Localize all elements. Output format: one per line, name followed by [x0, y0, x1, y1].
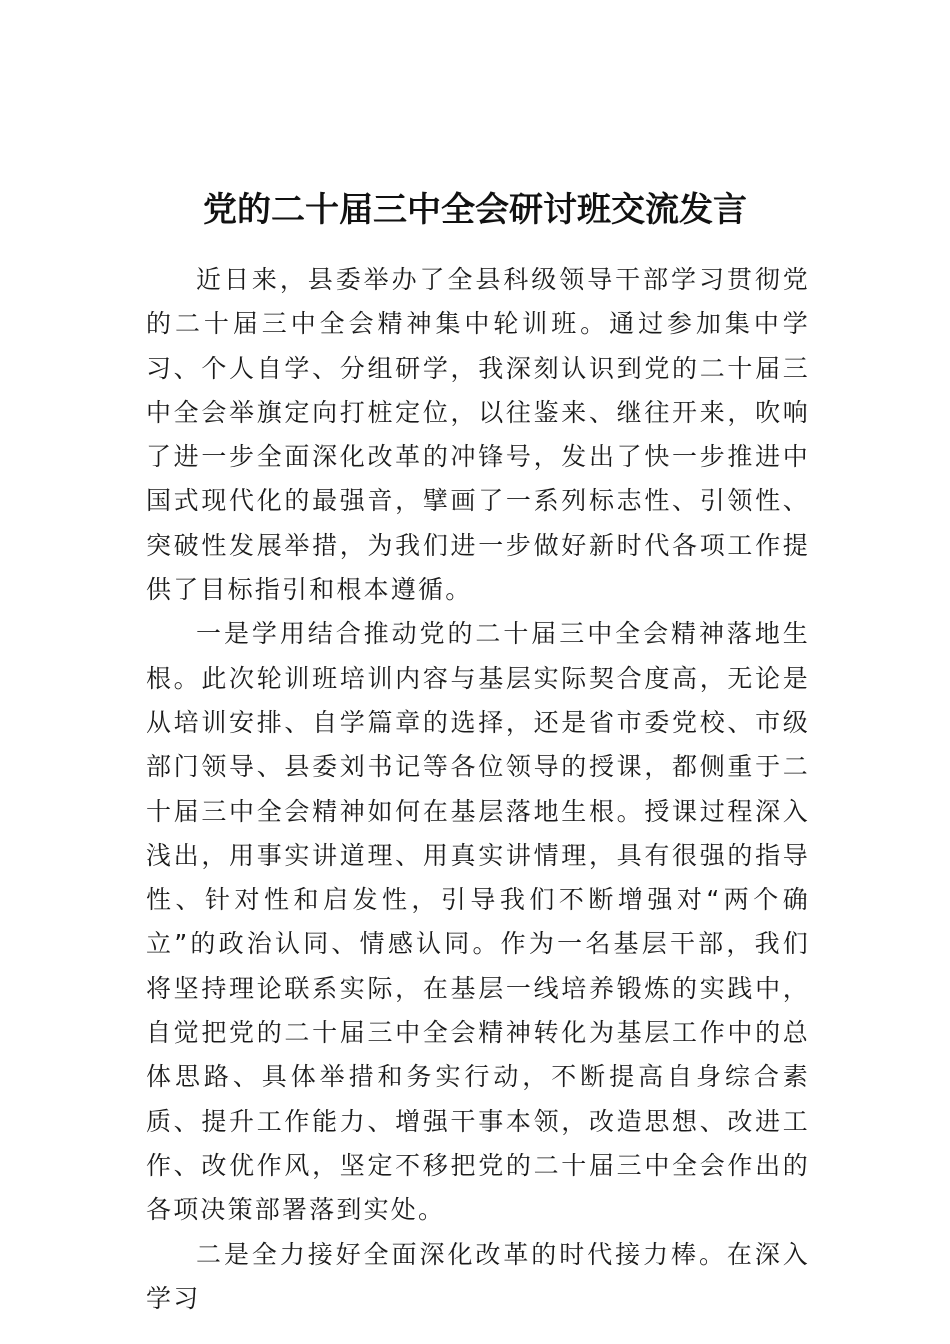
document-body: [146, 258, 810, 1321]
paragraph-intro: 近日来，县委举办了全县科级领导干部学习贯彻党的二十届三中全会精神集中轮训班。通过参加集中学习、个人自学、分组研学，我深刻认识到党的二十届三中全会举旗定向打桩定位，以往鉴来、继往开来，吹响了进一步全面深化改革的冲锋号，发出了快一步推进中国式现代化的最强音，擘画了一系列标志性、引领性、突破性发展举措，为我们进一步做好新时代各项工作提供了目标指引和根本遵循。: [146, 265, 810, 605]
paragraph-point-two: 二是全力接好全面深化改革的时代接力棒。在深入学习: [146, 1239, 810, 1313]
page-title: 党的二十届三中全会研讨班交流发言: [203, 189, 747, 230]
paragraph-point-one: 一是学用结合推动党的二十届三中全会精神落地生根。此次轮训班培训内容与基层实际契合度高，无论是从培训安排、自学篇章的选择，还是省市委党校、市级部门领导、县委刘书记等各位领导的授课，都侧重于二十届三中全会精神如何在基层落地生根。授课过程深入浅出，用事实讲道理、用真实讲情理，具有很强的指导性、针对性和启发性，引导我们不断增强对“两个确立”的政治认同、情感认同。作为一名基层干部，我们将坚持理论联系实际，在基层一线培养锻炼的实践中，自觉把党的二十届三中全会精神转化为基层工作中的总体思路、具体举措和务实行动，不断提高自身综合素质、提升工作能力、增强干事本领，改造思想、改进工作、改优作风，坚定不移把党的二十届三中全会作出的各项决策部署落到实处。: [146, 619, 810, 1225]
